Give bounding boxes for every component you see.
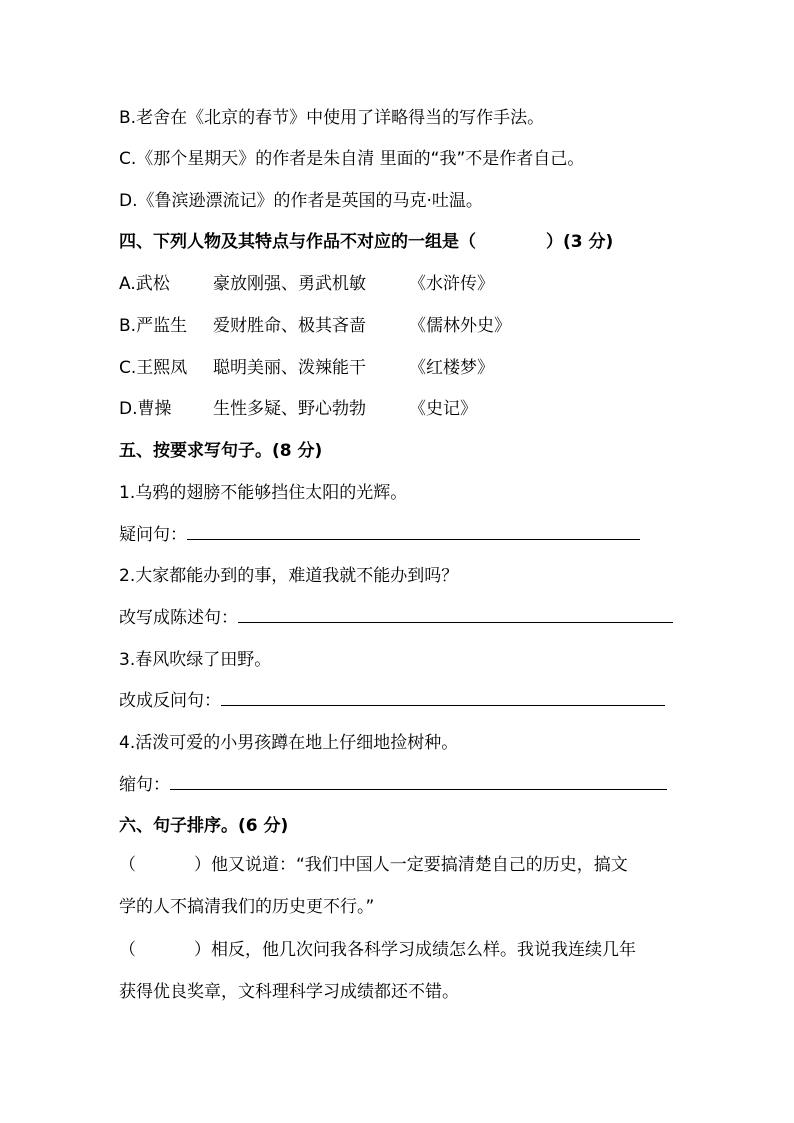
statement-c: C.《那个星期天》的作者是朱自清 里面的“我”不是作者自己。 bbox=[119, 149, 585, 169]
answer-row-4 bbox=[119, 773, 667, 797]
prompt-label: 疑问句： bbox=[119, 525, 187, 545]
sort-item-1-text: 他又说道：“我们中国人一定要搞清楚自己的历史，搞文 bbox=[211, 855, 628, 875]
sort-item-2-line2: 获得优良奖章，文科理科学习成绩都还不错。 bbox=[119, 982, 459, 1002]
option-b bbox=[119, 314, 511, 338]
section4-title-text: 四、下列人物及其特点与作品不对应的一组是（ bbox=[119, 232, 476, 252]
option-trait: 聪明美丽、泼辣能干 bbox=[213, 358, 366, 378]
paren-open: （ bbox=[119, 855, 136, 875]
option-name: C.王熙凤 bbox=[119, 358, 188, 378]
option-a bbox=[119, 272, 494, 296]
option-name: D.曹操 bbox=[119, 399, 172, 419]
option-work: 《红楼梦》 bbox=[409, 358, 494, 378]
answer-row-3 bbox=[119, 689, 665, 713]
answer-line[interactable] bbox=[187, 525, 640, 540]
prompt-label: 缩句： bbox=[119, 775, 170, 795]
answer-row-1 bbox=[119, 523, 640, 547]
option-trait: 爱财胜命、极其吝啬 bbox=[213, 316, 366, 336]
sort-item-1-line1 bbox=[119, 853, 628, 877]
sentence-1: 1.乌鸦的翅膀不能够挡住太阳的光辉。 bbox=[119, 483, 408, 503]
section5-title: 五、按要求写句子。(8 分) bbox=[119, 441, 323, 461]
prompt-label: 改写成陈述句： bbox=[119, 608, 238, 628]
sentence-3: 3.春风吹绿了田野。 bbox=[119, 650, 272, 670]
statement-d: D.《鲁滨逊漂流记》的作者是英国的马克·吐温。 bbox=[119, 191, 483, 211]
statement-b: B.老舍在《北京的春节》中使用了详略得当的写作手法。 bbox=[119, 108, 545, 128]
section6-title: 六、句子排序。(6 分) bbox=[119, 816, 289, 836]
option-d bbox=[119, 397, 477, 421]
option-name: A.武松 bbox=[119, 274, 170, 294]
sort-item-2-line1 bbox=[119, 938, 636, 962]
sentence-4: 4.活泼可爱的小男孩蹲在地上仔细地捡树种。 bbox=[119, 733, 459, 753]
answer-line[interactable] bbox=[170, 775, 667, 790]
answer-row-2 bbox=[119, 606, 673, 630]
prompt-label: 改成反问句： bbox=[119, 691, 221, 711]
sort-item-2-text: 相反，他几次问我各科学习成绩怎么样。我说我连续几年 bbox=[211, 940, 636, 960]
answer-line[interactable] bbox=[221, 691, 665, 706]
option-c bbox=[119, 356, 494, 380]
option-name: B.严监生 bbox=[119, 316, 188, 336]
section4-title bbox=[119, 230, 613, 254]
option-trait: 生性多疑、野心勃勃 bbox=[213, 399, 366, 419]
sentence-2: 2.大家都能办到的事，难道我就不能办到吗？ bbox=[119, 566, 459, 586]
paren-open: （ bbox=[119, 940, 136, 960]
paren-close: ） bbox=[194, 855, 211, 875]
paren-close: ） bbox=[194, 940, 211, 960]
option-work: 《史记》 bbox=[409, 399, 477, 419]
answer-line[interactable] bbox=[238, 608, 673, 623]
section4-title-end: ）(3 分) bbox=[546, 232, 614, 252]
sort-item-1-line2: 学的人不搞清我们的历史更不行。” bbox=[119, 897, 375, 917]
option-work: 《儒林外史》 bbox=[409, 316, 511, 336]
option-trait: 豪放刚强、勇武机敏 bbox=[213, 274, 366, 294]
option-work: 《水浒传》 bbox=[409, 274, 494, 294]
